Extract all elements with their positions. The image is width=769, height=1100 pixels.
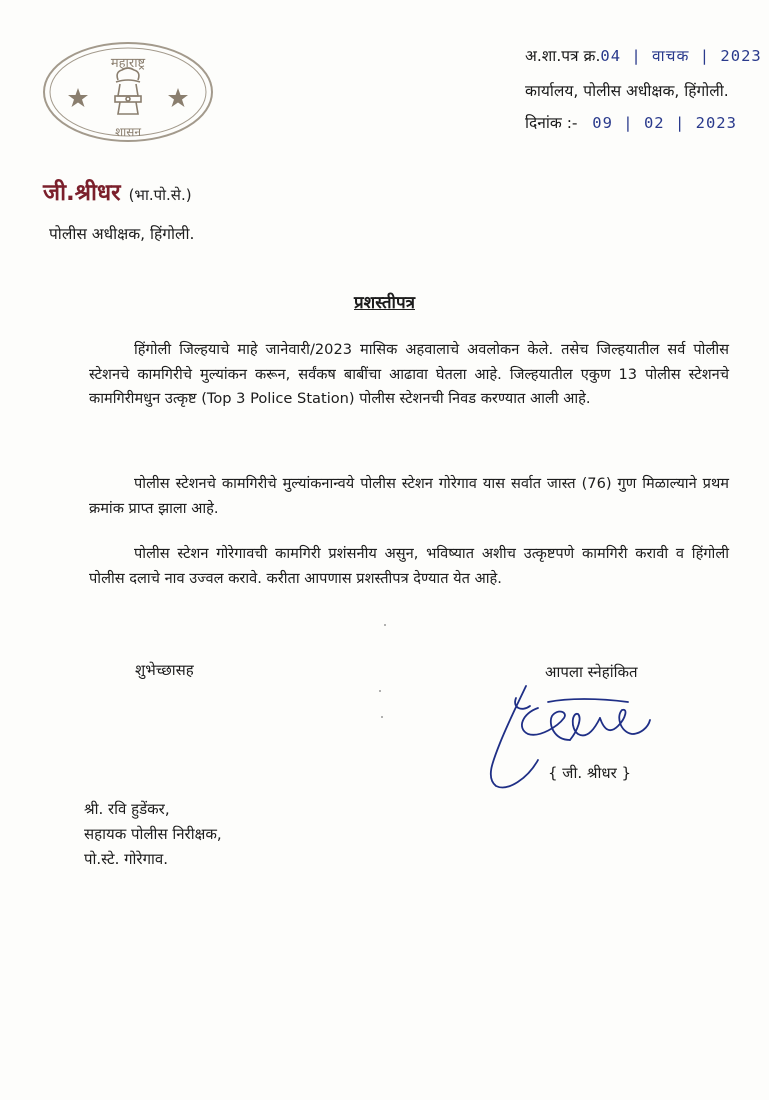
sender-name [43, 175, 192, 207]
reference-number-handwritten: 04 | वाचक | 2023 [600, 47, 762, 65]
star-icon [168, 88, 188, 107]
sender-name-text: जी.श्रीधर [43, 180, 121, 206]
star-icon [68, 88, 88, 107]
document-title: प्रशस्तीपत्र [354, 293, 415, 313]
recipient-name: श्री. रवि हुडेंकर, [84, 800, 170, 818]
body-paragraph: हिंगोली जिल्हयाचे माहे जानेवारी/2023 मासिक अहवालाचे अवलोकन केले. तसेच जिल्हयातील सर्व पोलीस स्टेशनचे कामगिरीचे मुल्यांकन करून, सर्वंकष बाबींचा आढावा घेतला आहे. जिल्हयातील एकुण 13 पोलीस स्टेशनचे कामगिरीमधुन उत्कृष्ट (Top 3 Police Station) पोलीस स्टेशनची निवड करण्यात आली आहे. [89, 341, 729, 407]
body-paragraph: पोलीस स्टेशन गोरेगावची कामगिरी प्रशंसनीय असुन, भविष्यात अशीच उत्कृष्टपणे कामगिरी करावी व हिंगोली पोलीस दलाचे नाव उज्वल करावे. करीता आपणास प्रशस्तीपत्र देण्यात येत आहे. [89, 545, 729, 587]
signer-name: { जी. श्रीधर } [548, 764, 632, 782]
scan-speck [384, 624, 386, 626]
body-paragraph: पोलीस स्टेशनचे कामगिरीचे मुल्यांकनान्वये पोलीस स्टेशन गोरेगाव यास सर्वात जास्त (76) गुण मिळाल्याने प्रथम क्रमांक प्राप्त झाला आहे. [89, 475, 729, 517]
greeting: शुभेच्छासह [135, 661, 194, 679]
sender-qualification: (भा.पो.से.) [128, 186, 192, 204]
recipient-designation: सहायक पोलीस निरीक्षक, [84, 825, 222, 843]
sender-designation: पोलीस अधीक्षक, हिंगोली. [49, 225, 195, 243]
lion-capital-icon [115, 68, 141, 114]
reference-number [525, 44, 762, 66]
office-address: कार्यालय, पोलीस अधीक्षक, हिंगोली. [525, 82, 729, 100]
date-line [525, 111, 737, 133]
maharashtra-seal-emblem [40, 40, 216, 144]
closing-salutation: आपला स्नेहांकित [545, 663, 638, 681]
scan-speck [381, 716, 383, 718]
date-label: दिनांक :- [525, 114, 578, 132]
seal-top-text: महाराष्ट्र [110, 56, 146, 71]
reference-number-label: अ.शा.पत्र क्र. [525, 47, 601, 65]
recipient-block [84, 797, 222, 872]
seal-bottom-text: शासन [114, 125, 142, 139]
scan-speck [379, 690, 381, 692]
recipient-station: पो.स्टे. गोरेगाव. [84, 850, 169, 868]
date-handwritten: 09 | 02 | 2023 [592, 114, 737, 132]
